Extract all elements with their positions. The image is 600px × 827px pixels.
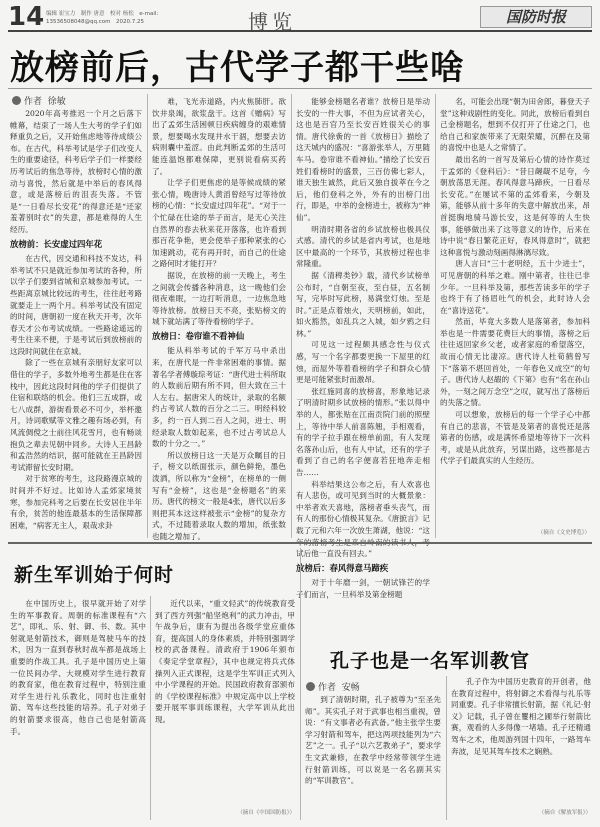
section-title: 博览 (248, 10, 296, 34)
source-credit: （摘自《解放军报》） (538, 810, 591, 816)
paragraph: 所以放榜日这一天是万众瞩目的日子，榜文以纸面张示，颜色鲜艳，墨色泼洒，所以称为“金榜”，在榜单的一侧写有“金榜”，这也是“金榜题名”的来历。唐代的榜文一般是4张，唐代以后多则把其本这这样被张示“金榜”的复杂方式，不过随着录取人数的增加，纸张数也随之增加了。 (152, 450, 286, 541)
article-column-1 (10, 598, 146, 820)
column-divider (300, 548, 301, 820)
article-column-1 (10, 108, 142, 538)
column-divider (435, 94, 436, 538)
column-divider (147, 94, 148, 538)
paragraph: 2020年高考推迟一个月之后落下帷幕，结束了一场人生大考的学子们如释重负之后，又开始焦虑地等待成绩公布。在古代，科举考试是学子们改变人生的重要途径，科考后学子们一样要经历考试后的焦急等待，放榜时心情的激动与喜悦，然后就是中举后的春风得意，或是落榜后的沮丧失落。不管是“一日看尽长安花”的得意还是“还家羞著别时衣”的失意，都是难得的人生经历。 (10, 109, 142, 234)
article-column-2 (152, 96, 286, 541)
article-column-3 (296, 96, 430, 599)
paragraph: 唐人言曰“三十老明经，五十少进士”，可见唐朝的科举之难。刚中第者，往往已非少年。一旦科举及第，那些苦读多年的学子也终于有了扬眉吐气的机会，此时诗人会在“喜诗送花”。 (440, 259, 590, 315)
paragraph: 到了清朝时期，孔子被尊为“至圣先师”。其实孔子对于武事也相当重视，曾说：“有文事者必有武备。”他主张学生要学习射箭和驾车，把这两项技能列为“六艺”之一。孔子“以六艺教弟子”，要求学生文武兼修，在教学中经常带领学生进行射箭训练，可以说是一名名副其实的“军训教官”。 (305, 695, 441, 786)
section-divider (8, 542, 592, 544)
paragraph: 对于十年磨一剑，一朝试锋芒的学子们而言，一旦科举及第金榜题 (296, 578, 430, 599)
paragraph: 名，可能会出现“朝为田舍郎，暮登天子堂”这种戏剧性的变化。同此，放榜后看到自己金榜题名，想到不仅打开了仕途之门，也给自己和家族带来了无限荣耀，沉醉在及第的喜悦中也是人之常情了。 (440, 97, 590, 153)
byline-label: 作者 (24, 97, 43, 107)
paragraph: 据《清稗类钞》载，清代乡试榜单公布时，“自朝至夜，至白昼，五名制写，完毕时写此榜，易满堂灯烛。至是时。”正是点着烛火，天明榜前，如此，如火豁然，如乱兵之入城，如夕鸦之归林。” (296, 270, 430, 338)
article-credit (451, 808, 591, 820)
paragraph: 能从科举考试的千军万马中杀出来，在唐代是一件非常困难的事情。据著名学者傅璇琮考证：“唐代进士科所取的人数前后期有所不同，但大致在三十人左右。据唐宋人的统计，录取的名额约占考试人数的百分之二三。明经科较多，约一百人到二百人之间，进士、明经录取人数如起来，也不过占考试总人数的十分之一。” (152, 346, 286, 449)
paragraph: 最出名的一首写及第后心情的诗作莫过于孟郊的《登科后》：“昔日龌龊不足夸，今朝放荡思无涯。春风得意马蹄疾，一日看尽长安花。”在屡试不第的孟郊看来，今朝及第，能够从前十多年的失意中解放出来，昂首挺胸地骑马游长安，这是何等的人生快事，能够做出来了这等意义的诗作，后来在诗中说“春日繁花正好，春风得意时”，就把这种喜悦与激动刻画得淋漓尽致。 (440, 154, 590, 257)
paragraph: 据说，在放榜的前一天晚上，考生之间就会传播各种消息，这一晚他们会彻夜难眠，一边打听消息，一边焦急地等待放榜。放榜日天不亮，张贴榜文的城下就站满了等待看榜的学子。 (152, 270, 286, 327)
subheading: 放榜日：卷帘谁不看神仙 (152, 330, 245, 341)
paragraph: 难，飞光赤道路，内火焦肺肝。欲饮井泉竭，欲浆盘干。这首《赠病》写出了孟郊生活困顿日疾病缠身的艰难情景，想要喝水发现井水干涸，想要去访病则囊中羞涩。由此判断孟郊的生活可能连温饱都难保障，更别说看病买药了。 (152, 97, 286, 176)
newspaper-logo (480, 6, 592, 28)
paragraph: 张红施同喜的放榜喜，形象地记录了明清时期乡试放榜的情形。”张以得中举的人，都张贴在江南贡院门前的照壁上，等待中举人前喜陈翘，手相观看，有的学子拉手跟在榜单前面，有人发现名落孙山后，也有人中试，还有的学子看到了自己的名字便喜若狂地奔走相告…… (296, 386, 430, 477)
source-credit: （摘自《文史博览》） (537, 530, 590, 536)
article-credit (155, 808, 295, 820)
paragraph: 然而，毕竟大多数人是落第者，参加科举也是一件需要花费巨大的事情，落榜之后往往返回家乡父老，或者家庭的希望落空，故而心情无比凄凉。唐代诗人杜荀鹤曾写下“落第不堪回首处，一年春色又成空”的句子。唐代诗人赵嘏的《下第》也有“名在孙山外，一刻之间万念空”之叹，就写出了落榜后的失落之情。 (440, 317, 590, 408)
paragraph: 除了一些在京城有亲朋好友家可以借住的学子，多数外地考生都是住在客栈中，因此这段时间他的学子们提供了住宿和联络的机会。他们三五成群，或七八成群，游街看景必不可少，举杯邀月，诗词歌赋等文雅之趣有场必到，有风流倜傥之士前往风花雪月，也有畅谈抱负之辈去见朝中同乡。大诗人王昌龄和孟浩然的结识，据可能就在王昌龄因考试滞留长安时期。 (10, 358, 142, 472)
paragraph: 让学子们更焦虑的是等候成绩的紧张心情，晚唐诗人黄滔曾经写过等待放榜的心情：“长安虚过四年花”。“对于一个忙碌在仕途的举子而言，是无心关注自然界的春去秋来花开落落，也许看到那百花争艳，更会使举子那种紧张的心加速跳动，花有再开时，而自己的仕途之路何时才能打开？ (152, 178, 286, 269)
author-name: 徐敏 (47, 97, 66, 107)
article-column-2 (451, 676, 591, 808)
paragraph: 孔子作为中国历史教育的开创者，他在教育过程中，将射御之术看得与礼乐等同重要。孔子非常擅长射箭，据《礼记·射义》记载，孔子曾在矍相之圃举行射箭比赛，观看的人多得像一堵墙。孔子还精通驾车之术，他周游列国十四年，一路驾车奔波，足见其驾车技术之娴熟。 (451, 677, 591, 756)
paragraph: 可见这一过程颇具感念性与仪式感，写一个名字都要更换一下屋里的红烛，而屋外等着看榜的学子和群众心情更是可能紧张时而激昂。 (296, 340, 430, 385)
byline-label: 作者 (318, 683, 337, 693)
headline-divider (8, 88, 592, 89)
paragraph: 对于贫寒的考生，这段路漫京城的时间并不好过。比如诗人孟郊家境贫寒，参加完科考之后要在长安居住半年有余，贫苦的他连最基本的生活保障都困难，“病客无主人，艰哉求卦 (10, 474, 142, 530)
author-name: 安畅 (341, 683, 360, 693)
editor-info: 编辑 崔宝力 制作 唐意 校对 杨松 e-mail: 13536508048@qq.com 2020.7.25 (46, 11, 159, 25)
paragraph: 明清时期各省的乡试放榜也极具仪式感。清代的乡试是省内考试，也是地区中最高的一个环节，其放榜过程也非常隆重。 (296, 224, 430, 269)
article-column-4 (440, 96, 590, 528)
paragraph: 在古代，因交通和科技不发达，科举考试不只是就近参加考试的各种，所以学子们要到省城和京城参加考试。一些距离京城比较远的考生，往往赶考路就要走上一两个月。科举考试没有固定的时间，唐朝初一度在秋天开考，次年春天才公布考试成绩。一些路途遥远的考生往来不便，于是考试后到放榜前的这段时间就住在京城。 (10, 254, 142, 356)
article-headline: 孔子也是一名军训教官 (330, 650, 531, 672)
article-credit (440, 528, 590, 538)
header-divider (8, 30, 592, 32)
article-headline: 放榜前后，古代学子都干些啥 (10, 48, 465, 88)
paragraph: 科举结果这公布之后，有人欢喜也有人悲伤，或可见到当时的大概景象：中举者欢天喜地，落榜者垂头丧气，而有人的那份心情极其复杂。《唐摭言》记载了元和六年一次放生萧湖，他说：“这年的落榜考生是来自岭南的读书人，考试后他一直没有回去。” (296, 479, 430, 559)
article-column-1 (305, 694, 441, 820)
source-credit: （摘自《中国国防报》） (237, 810, 295, 816)
paragraph: 近代以来，“重文轻武”的传统教育受到了西方列强“船坚炮利”的武力冲击，甲午战争后，康有为提出各级学堂应重体育，提高国人的身体素质，并特别强调学校的武备课程。清政府于1906年颁布《奏定学堂章程》，其中也规定将兵式体操列入正式课程，这是学生军训正式列入中小学课程的开始。民国政府教育部颁布的《学校课程标准》中规定高中以上学校要开展军事训练课程，大学军训从此出现。 (155, 599, 295, 724)
page-number: 14 (8, 2, 45, 32)
column-divider (150, 596, 151, 820)
paragraph: 在中国历史上，很早就开始了对学生的军事教育。周朝的标准课程有“六艺”，即礼、乐、射、御、书、数。其中射就是射箭技术，御则是驾驶马车的技术，因为一直到春秋时战车都是战场上重要的作战工具。孔子是中国历史上第一位民间办学、大规模对学生进行教育的教育家，他在教育过程中，特别注重对学生进行礼乐教化，同时也注重射箭、驾车这些技能的培养。孔子对弟子的射箭要求很高，他自己也是射箭高手。 (10, 599, 146, 736)
paragraph: 能够金榜题名者谁？放榜日是举动长安的一件大事，不但为应试者关心，这也是百官乃至长安百姓很关心的事情。唐代徐夤的一首《放榜日》描绘了这天城内的盛况：“喜游张举人，万里随车马。卷帘谁不看神仙。”描绘了长安百姓们看榜时的盛景，三百仿佛七彩人，谁天独生诚然，此后又独自拔萃在今之后，他们登科之外，外有的出榜门出行，即是，中举的金榜进士，被称为“神仙”。 (296, 97, 430, 222)
article-headline: 新生军训始于何时 (14, 564, 175, 586)
subheading: 放榜前：长安虚过四年花 (10, 238, 103, 249)
article-byline (306, 680, 360, 693)
article-column-2 (155, 598, 295, 808)
author-badge-icon (12, 96, 21, 105)
author-badge-icon (306, 682, 315, 691)
column-divider (446, 676, 447, 820)
column-divider (291, 94, 292, 538)
subheading: 放榜后：春风得意马蹄疾 (296, 562, 389, 573)
paragraph: 可以想象，放榜后的每一个学子心中都有自己的悲喜，不管是及第者的喜悦还是落第者的伤感，或是满怀希望地等待下一次科考，或是从此放弃，另谋出路，这些都是古代学子们最真实的人生经历。 (440, 410, 590, 466)
newspaper-name: 国防时报 (505, 8, 566, 26)
article-byline (12, 94, 66, 107)
